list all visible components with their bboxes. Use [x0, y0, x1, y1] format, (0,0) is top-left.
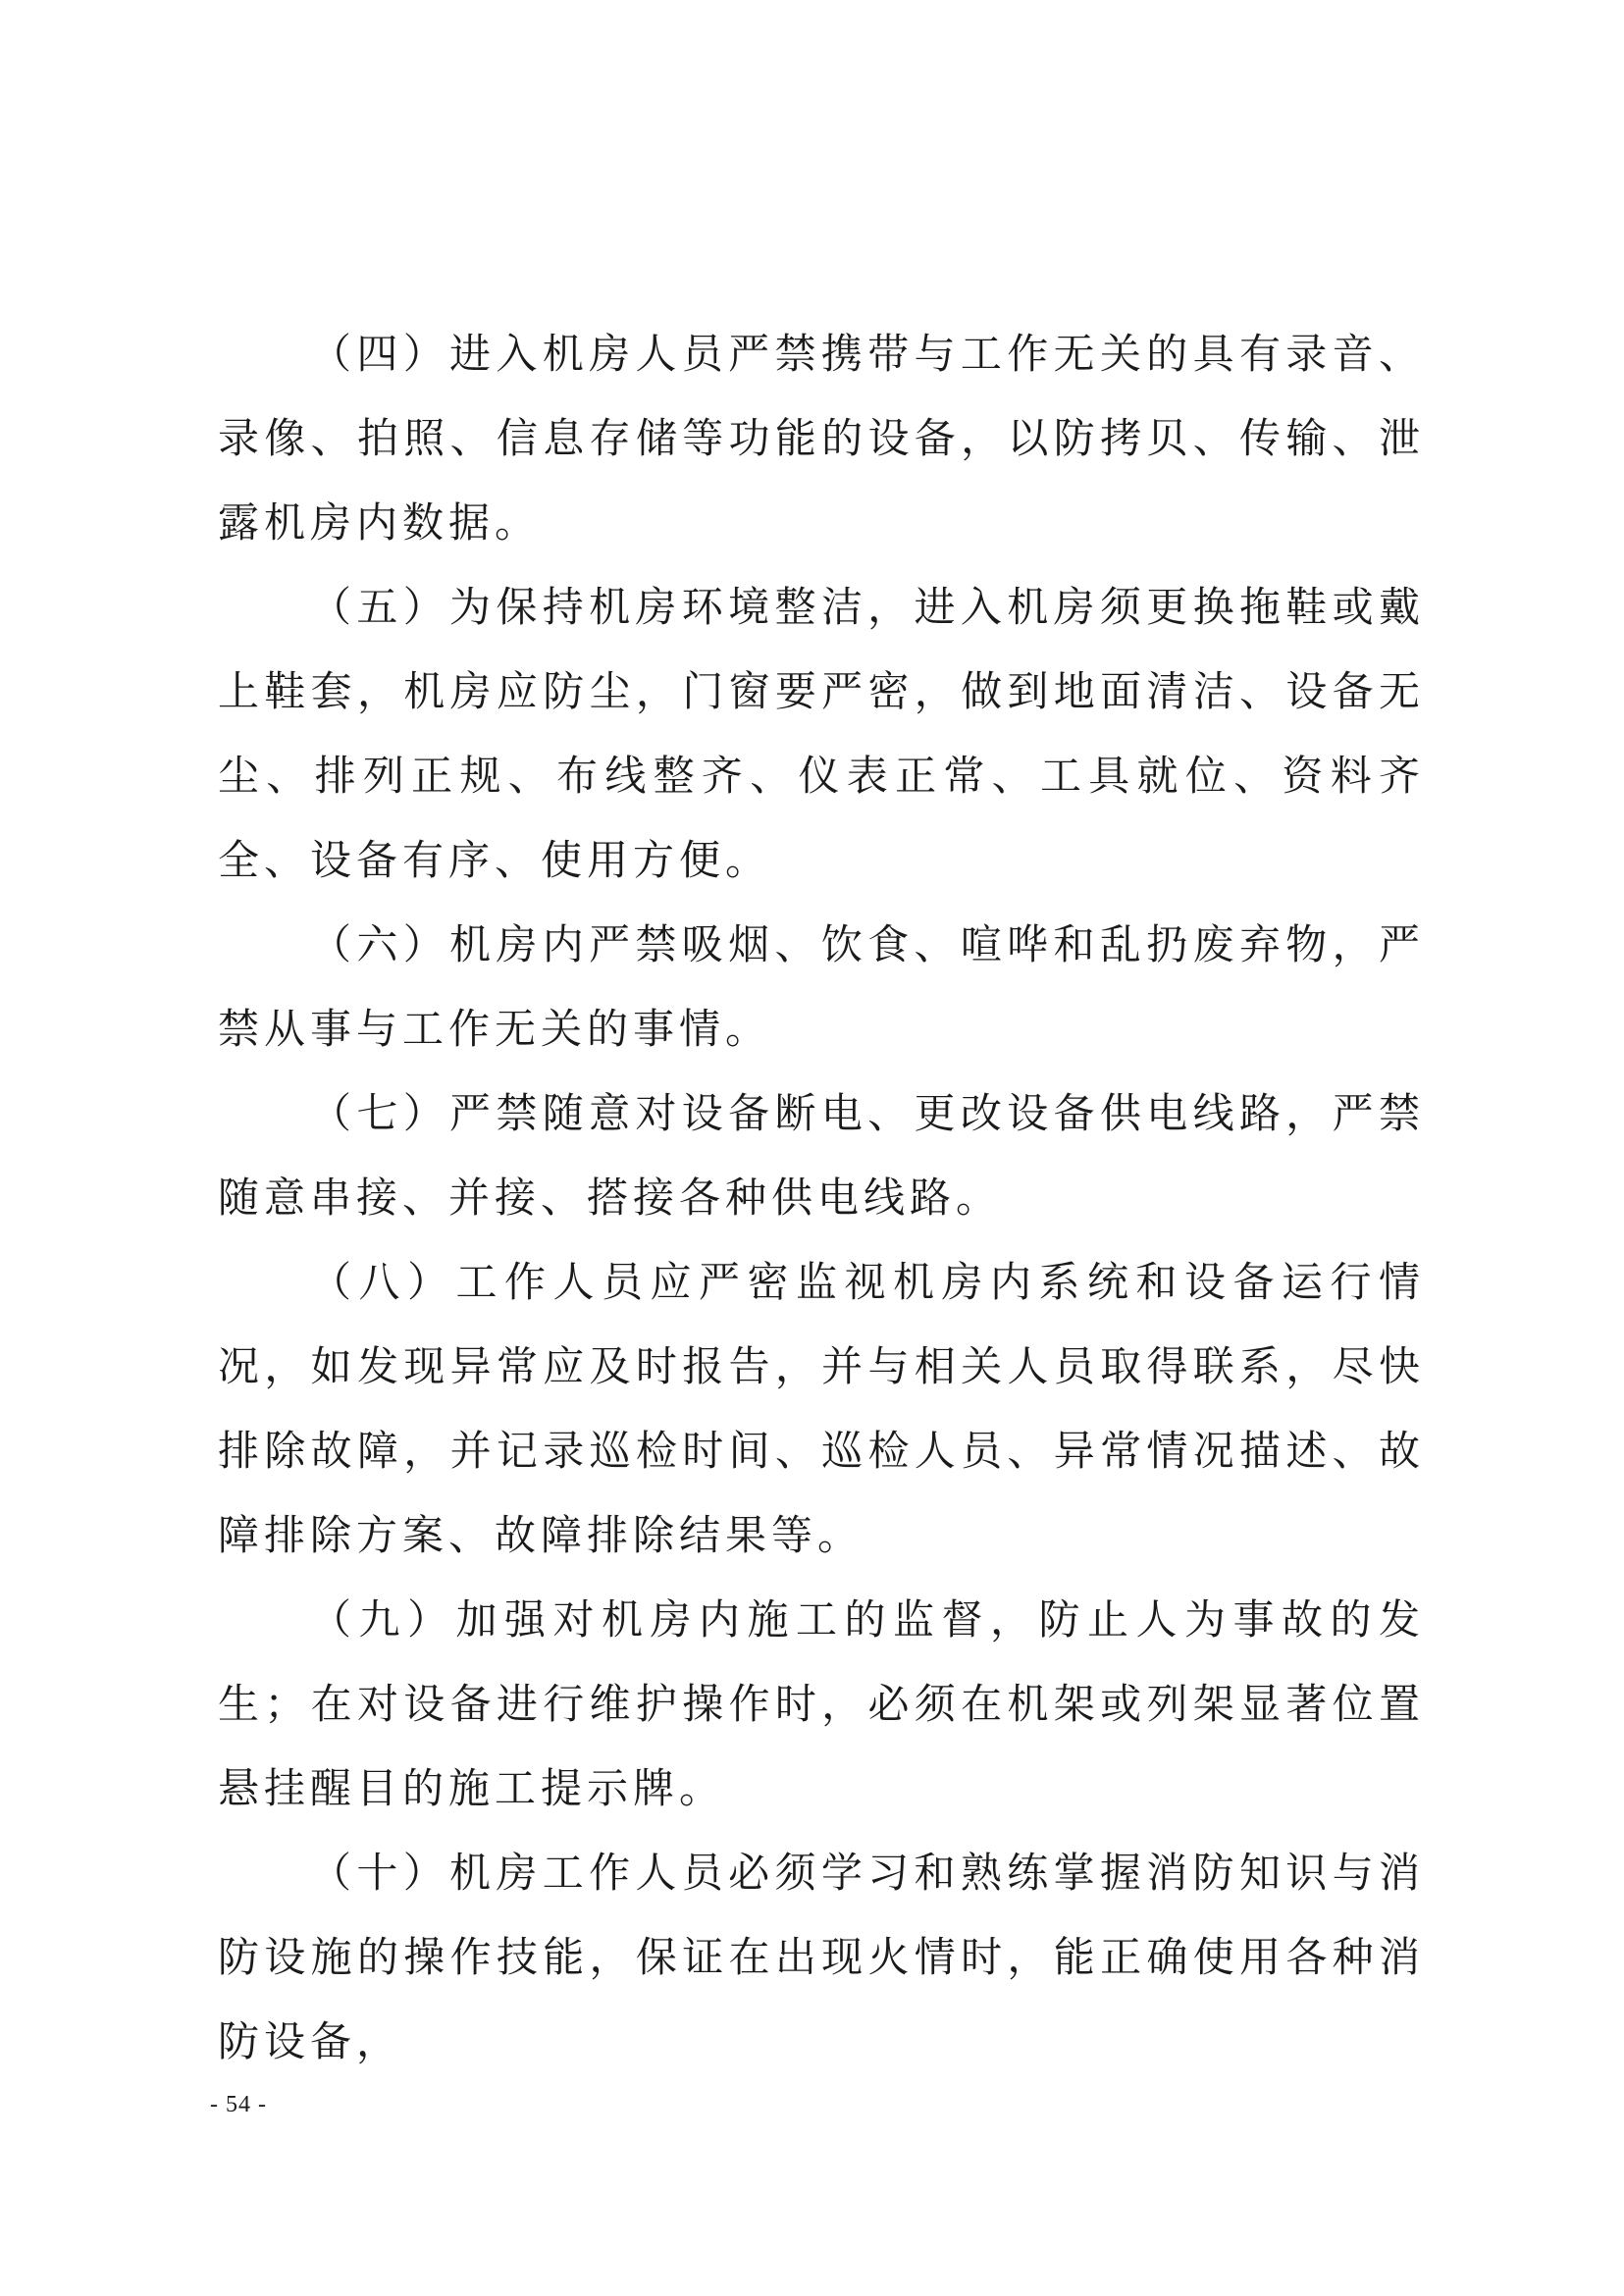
paragraph-item-4: （四）进入机房人员严禁携带与工作无关的具有录音、录像、拍照、信息存储等功能的设备，以防拷贝、传输、泄露机房内数据。 — [218, 330, 1425, 547]
paragraph-item-9: （九）加强对机房内施工的监督，防止人为事故的发生；在对设备进行维护操作时，必须在机架或列架显著位置悬挂醒目的施工提示牌。 — [218, 1595, 1425, 1812]
document-body — [218, 312, 1425, 2084]
paragraph-item-5: （五）为保持机房环境整洁，进入机房须更换拖鞋或戴上鞋套，机房应防尘，门窗要严密，做到地面清洁、设备无尘、排列正规、布线整齐、仪表正常、工具就位、资料齐全、设备有序、使用方便。 — [218, 583, 1425, 884]
paragraph-item-10: （十）机房工作人员必须学习和熟练掌握消防知识与消防设施的操作技能，保证在出现火情时，能正确使用各种消防设备， — [218, 1849, 1425, 2065]
paragraph-item-6: （六）机房内严禁吸烟、饮食、喧哗和乱扔废弃物，严禁从事与工作无关的事情。 — [218, 920, 1425, 1053]
page-number: - 54 - — [210, 2092, 267, 2117]
paragraph-item-7: （七）严禁随意对设备断电、更改设备供电线路，严禁随意串接、并接、搭接各种供电线路。 — [218, 1089, 1425, 1222]
paragraph-item-8: （八）工作人员应严密监视机房内系统和设备运行情况，如发现异常应及时报告，并与相关人员取得联系，尽快排除故障，并记录巡检时间、巡检人员、异常情况描述、故障排除方案、故障排除结果等。 — [218, 1258, 1425, 1559]
